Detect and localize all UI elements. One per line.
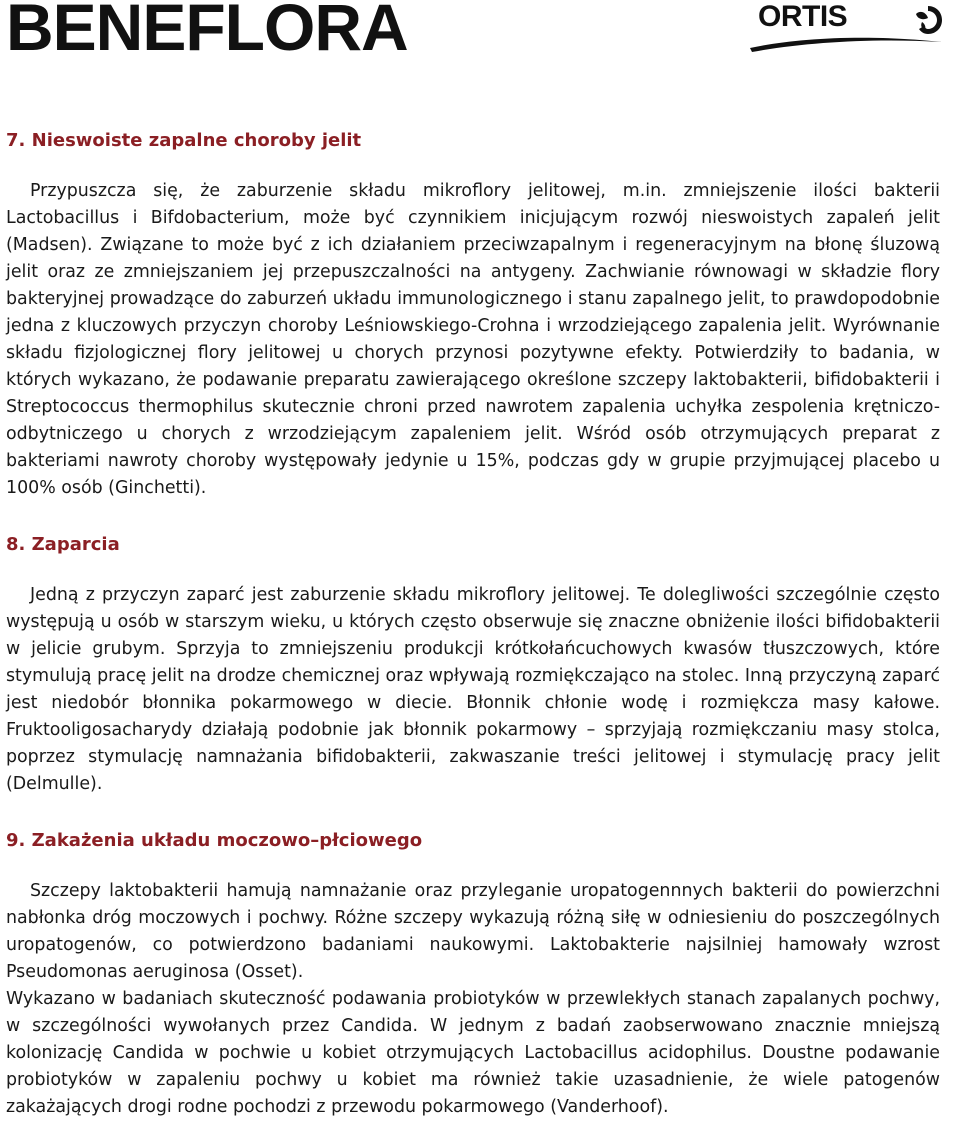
section-heading-7: 7. Nieswoiste zapalne choroby jelit bbox=[6, 130, 362, 151]
paragraph: Wykazano w badaniach skuteczność podawania probiotyków w przewlekłych stanach zapalanych pochwy, w szczególności wywołanych przez Candida. W jednym z badań zaobserwowano znacznie mniejszą kolonizację Candida w pochwie u kobiet otrzymujących Lactobacillus acidophilus. Doustne podawanie probiotyków w zapaleniu pochwy u kobiet ma również takie uzasadnienie, że wiele patogenów zakażających drogi rodne pochodzi z przewodu pokarmowego (Vanderhoof). bbox=[6, 989, 940, 1117]
section-heading-9: 9. Zakażenia układu moczowo–płciowego bbox=[6, 830, 423, 851]
section-heading-8: 8. Zaparcia bbox=[6, 534, 120, 555]
logo-swoosh bbox=[746, 34, 946, 56]
paragraph: Szczepy laktobakterii hamują namnażanie oraz przyleganie uropatogennnych bakterii do powierzchni nabłonka dróg moczowych i pochwy. Różne szczepy wykazują różną siłę w odniesieniu do poszczególnych uropatogenów, co potwierdzono badaniami naukowymi. Laktobakterie najsilniej hamowały wzrost Pseudomonas aeruginosa (Osset). bbox=[6, 881, 940, 982]
logo-text: ORTIS bbox=[758, 0, 848, 33]
paragraph: Przypuszcza się, że zaburzenie składu mikroflory jelitowej, m.in. zmniejszenie ilości bakterii Lactobacillus i Bifdobacterium, może być czynnikiem inicjującym rozwój nieswoistych zapaleń jelit (Madsen). Związane to może być z ich działaniem przeciwzapalnym i regeneracyjnym na błonę śluzową jelit oraz ze zmniejszaniem jej przepuszczalności na antygeny. Zachwianie równowagi w składzie flory bakteryjnej prowadzące do zaburzeń układu immunologicznego i stanu zapalnego jelit, to prawdopodobnie jedna z kluczowych przyczyn choroby Leśniowskiego-Crohna i wrzodziejącego zapalenia jelit. Wyrównanie składu fizjologicznej flory jelitowej u chorych przynosi pozytywne efekty. Potwierdziły to badania, w których wykazano, że podawanie preparatu zawierającego określone szczepy laktobakterii, bifidobakterii i Streptococcus thermophilus skutecznie chroni przed nawrotem zapalenia uchyłka zespolenia krętniczo-odbytniczego u chorych z wrzodziejącym zapaleniem jelit. Wśród osób otrzymujących preparat z bakteriami nawroty choroby występowały jedynie u 15%, podczas gdy w grupie przyjmującej placebo u 100% osób (Ginchetti). bbox=[6, 181, 940, 498]
ortis-logo bbox=[746, 2, 946, 58]
brand-title: BENEFLORA bbox=[6, 0, 408, 64]
ortis-leaf-icon bbox=[910, 2, 946, 38]
paragraph: Jedną z przyczyn zaparć jest zaburzenie składu mikroflory jelitowej. Te dolegliwości szczególnie często występują u osób w starszym wieku, u których często obserwuje się znaczne obniżenie ilości bifidobakterii w jelicie grubym. Sprzyja to zmniejszeniu produkcji krótkołańcuchowych kwasów tłuszczowych, które stymulują pracę jelit na drodze chemicznej oraz wpływają rozmiękczająco na stolec. Inną przyczyną zaparć jest niedobór błonnika pokarmowego w diecie. Błonnik chłonie wodę i rozmiękcza masy kałowe. Fruktooligosacharydy działają podobnie jak błonnik pokarmowy – sprzyjają rozmiękczaniu masy stolca, poprzez stymulację namnażania bifidobakterii, zakwaszanie treści jelitowej i stymulację pracy jelit (Delmulle). bbox=[6, 585, 940, 794]
article-body bbox=[6, 128, 940, 1121]
